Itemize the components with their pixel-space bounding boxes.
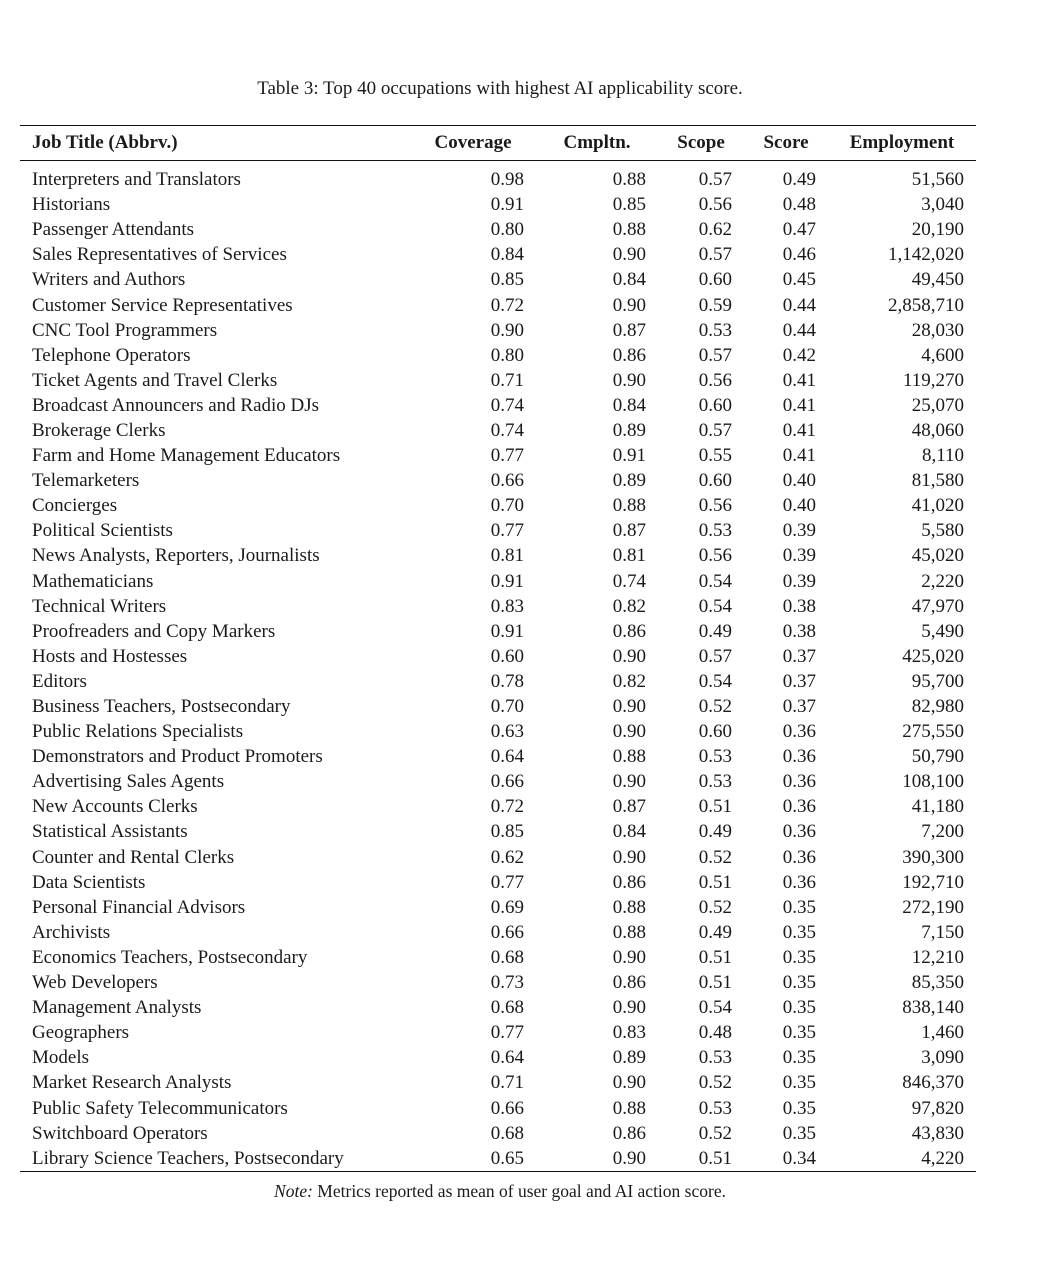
completion-cell: 0.86 [612, 1122, 646, 1144]
scope-cell: 0.55 [698, 445, 732, 467]
coverage-cell: 0.91 [490, 570, 524, 592]
header-employment: Employment [828, 126, 976, 161]
scope-cell: 0.49 [698, 620, 732, 642]
scope-cell: 0.53 [698, 319, 732, 341]
job-title-cell: Ticket Agents and Travel Clerks [32, 369, 278, 391]
coverage-cell: 0.60 [490, 645, 524, 667]
completion-cell: 0.87 [612, 796, 646, 818]
completion-cell: 0.86 [612, 871, 646, 893]
employment-cell: 43,830 [911, 1122, 964, 1144]
table-row [20, 945, 976, 970]
job-title-cell: Geographers [32, 1022, 130, 1044]
score-cell: 0.39 [782, 570, 816, 592]
header-score: Score [744, 126, 828, 161]
table-row [20, 694, 976, 719]
employment-cell: 1,142,020 [888, 244, 964, 266]
job-title-cell: Political Scientists [32, 520, 173, 542]
scope-cell: 0.52 [698, 1122, 732, 1144]
table-row [20, 493, 976, 518]
completion-cell: 0.89 [612, 1047, 646, 1069]
coverage-cell: 0.77 [490, 871, 524, 893]
score-cell: 0.35 [782, 1047, 816, 1069]
coverage-cell: 0.77 [490, 520, 524, 542]
completion-cell: 0.90 [612, 771, 646, 793]
score-cell: 0.36 [782, 871, 816, 893]
employment-cell: 45,020 [911, 545, 964, 567]
job-title-cell: Models [32, 1047, 89, 1069]
employment-cell: 25,070 [911, 394, 964, 416]
score-cell: 0.35 [782, 921, 816, 943]
coverage-cell: 0.80 [490, 219, 524, 241]
employment-cell: 1,460 [921, 1022, 964, 1044]
scope-cell: 0.52 [698, 1072, 732, 1094]
score-cell: 0.37 [782, 696, 816, 718]
coverage-cell: 0.85 [490, 269, 524, 291]
score-cell: 0.36 [782, 846, 816, 868]
employment-cell: 119,270 [902, 369, 964, 391]
score-cell: 0.35 [782, 896, 816, 918]
coverage-cell: 0.64 [490, 1047, 524, 1069]
coverage-cell: 0.71 [490, 1072, 524, 1094]
score-cell: 0.37 [782, 670, 816, 692]
coverage-cell: 0.90 [490, 319, 524, 341]
score-cell: 0.35 [782, 1122, 816, 1144]
employment-cell: 3,090 [921, 1047, 964, 1069]
completion-cell: 0.90 [612, 846, 646, 868]
completion-cell: 0.89 [612, 470, 646, 492]
employment-cell: 47,970 [911, 595, 964, 617]
job-title-cell: Proofreaders and Copy Markers [32, 620, 276, 642]
scope-cell: 0.62 [698, 219, 732, 241]
table-row [20, 970, 976, 995]
table-row [20, 217, 976, 242]
job-title-cell: New Accounts Clerks [32, 796, 198, 818]
scope-cell: 0.51 [698, 871, 732, 893]
score-cell: 0.35 [782, 997, 816, 1019]
employment-cell: 3,040 [921, 194, 964, 216]
table-row [20, 443, 976, 468]
coverage-cell: 0.64 [490, 746, 524, 768]
table-row [20, 1070, 976, 1095]
table-row [20, 368, 976, 393]
job-title-cell: Market Research Analysts [32, 1072, 232, 1094]
coverage-cell: 0.91 [490, 194, 524, 216]
employment-cell: 81,580 [911, 470, 964, 492]
coverage-cell: 0.74 [490, 394, 524, 416]
score-cell: 0.41 [782, 445, 816, 467]
table-row [20, 1146, 976, 1172]
scope-cell: 0.54 [698, 570, 732, 592]
completion-cell: 0.84 [612, 821, 646, 843]
employment-cell: 82,980 [911, 696, 964, 718]
score-cell: 0.35 [782, 1097, 816, 1119]
table-row [20, 920, 976, 945]
completion-cell: 0.88 [612, 896, 646, 918]
coverage-cell: 0.85 [490, 821, 524, 843]
coverage-cell: 0.65 [490, 1147, 524, 1169]
scope-cell: 0.49 [698, 821, 732, 843]
job-title-cell: Counter and Rental Clerks [32, 846, 235, 868]
scope-cell: 0.56 [698, 194, 732, 216]
header-coverage: Coverage [410, 126, 536, 161]
employment-cell: 49,450 [911, 269, 964, 291]
score-cell: 0.41 [782, 394, 816, 416]
score-cell: 0.37 [782, 645, 816, 667]
scope-cell: 0.57 [698, 645, 732, 667]
table-body [20, 161, 976, 1172]
job-title-cell: Economics Teachers, Postsecondary [32, 946, 308, 968]
table-caption: Table 3: Top 40 occupations with highest AI applicability score. [257, 78, 743, 99]
table-row [20, 870, 976, 895]
table-row [20, 1020, 976, 1045]
employment-cell: 108,100 [902, 771, 964, 793]
employment-cell: 4,600 [921, 344, 964, 366]
job-title-cell: Telephone Operators [32, 344, 191, 366]
scope-cell: 0.57 [698, 344, 732, 366]
employment-cell: 192,710 [902, 871, 964, 893]
completion-cell: 0.86 [612, 344, 646, 366]
score-cell: 0.41 [782, 419, 816, 441]
score-cell: 0.35 [782, 1022, 816, 1044]
score-cell: 0.34 [782, 1147, 816, 1169]
table-row [20, 794, 976, 819]
scope-cell: 0.60 [698, 269, 732, 291]
note-label: Note: [274, 1181, 313, 1201]
scope-cell: 0.56 [698, 545, 732, 567]
coverage-cell: 0.80 [490, 344, 524, 366]
scope-cell: 0.52 [698, 696, 732, 718]
coverage-cell: 0.73 [490, 972, 524, 994]
scope-cell: 0.57 [698, 419, 732, 441]
table-row [20, 267, 976, 292]
employment-cell: 7,150 [921, 921, 964, 943]
completion-cell: 0.82 [612, 670, 646, 692]
score-cell: 0.44 [782, 319, 816, 341]
completion-cell: 0.88 [612, 921, 646, 943]
coverage-cell: 0.72 [490, 294, 524, 316]
completion-cell: 0.89 [612, 419, 646, 441]
score-cell: 0.42 [782, 344, 816, 366]
completion-cell: 0.88 [612, 1097, 646, 1119]
completion-cell: 0.90 [612, 1147, 646, 1169]
completion-cell: 0.90 [612, 696, 646, 718]
table-row [20, 418, 976, 443]
score-cell: 0.36 [782, 771, 816, 793]
job-title-cell: Customer Service Representatives [32, 294, 293, 316]
coverage-cell: 0.66 [490, 470, 524, 492]
scope-cell: 0.53 [698, 771, 732, 793]
scope-cell: 0.53 [698, 1047, 732, 1069]
scope-cell: 0.54 [698, 997, 732, 1019]
job-title-cell: Passenger Attendants [32, 219, 195, 241]
coverage-cell: 0.69 [490, 896, 524, 918]
coverage-cell: 0.62 [490, 846, 524, 868]
scope-cell: 0.60 [698, 721, 732, 743]
job-title-cell: Statistical Assistants [32, 821, 188, 843]
completion-cell: 0.90 [612, 369, 646, 391]
coverage-cell: 0.74 [490, 419, 524, 441]
table-row [20, 995, 976, 1020]
table-row [20, 895, 976, 920]
employment-cell: 390,300 [902, 846, 964, 868]
table-row [20, 292, 976, 317]
employment-cell: 97,820 [911, 1097, 964, 1119]
score-cell: 0.44 [782, 294, 816, 316]
table-row [20, 669, 976, 694]
completion-cell: 0.88 [612, 219, 646, 241]
score-cell: 0.40 [782, 495, 816, 517]
table-row [20, 543, 976, 568]
employment-cell: 838,140 [902, 997, 964, 1019]
table-row [20, 845, 976, 870]
occupations-table [20, 125, 976, 1172]
employment-cell: 7,200 [921, 821, 964, 843]
coverage-cell: 0.98 [490, 169, 524, 191]
completion-cell: 0.88 [612, 495, 646, 517]
employment-cell: 85,350 [911, 972, 964, 994]
job-title-cell: Broadcast Announcers and Radio DJs [32, 394, 320, 416]
coverage-cell: 0.91 [490, 620, 524, 642]
table-row [20, 744, 976, 769]
coverage-cell: 0.84 [490, 244, 524, 266]
table-row [20, 518, 976, 543]
job-title-cell: Editors [32, 670, 87, 692]
table-row [20, 318, 976, 343]
completion-cell: 0.86 [612, 620, 646, 642]
scope-cell: 0.57 [698, 244, 732, 266]
scope-cell: 0.53 [698, 520, 732, 542]
job-title-cell: Data Scientists [32, 871, 146, 893]
scope-cell: 0.52 [698, 846, 732, 868]
employment-cell: 272,190 [902, 896, 964, 918]
table-header [20, 126, 976, 161]
job-title-cell: Public Relations Specialists [32, 721, 244, 743]
completion-cell: 0.81 [612, 545, 646, 567]
scope-cell: 0.52 [698, 896, 732, 918]
score-cell: 0.39 [782, 545, 816, 567]
header-row [20, 126, 976, 161]
score-cell: 0.36 [782, 821, 816, 843]
table-row [20, 594, 976, 619]
header-scope: Scope [658, 126, 744, 161]
coverage-cell: 0.70 [490, 696, 524, 718]
scope-cell: 0.60 [698, 394, 732, 416]
completion-cell: 0.86 [612, 972, 646, 994]
score-cell: 0.40 [782, 470, 816, 492]
scope-cell: 0.49 [698, 921, 732, 943]
table-row [20, 819, 976, 844]
job-title-cell: Archivists [32, 921, 111, 943]
employment-cell: 425,020 [902, 645, 964, 667]
employment-cell: 8,110 [921, 445, 964, 467]
job-title-cell: Mathematicians [32, 570, 154, 592]
completion-cell: 0.90 [612, 997, 646, 1019]
scope-cell: 0.57 [698, 169, 732, 191]
coverage-cell: 0.68 [490, 1122, 524, 1144]
employment-cell: 5,490 [921, 620, 964, 642]
job-title-cell: Technical Writers [32, 595, 167, 617]
employment-cell: 846,370 [902, 1072, 964, 1094]
completion-cell: 0.84 [612, 394, 646, 416]
coverage-cell: 0.68 [490, 997, 524, 1019]
job-title-cell: Concierges [32, 495, 118, 517]
coverage-cell: 0.83 [490, 595, 524, 617]
scope-cell: 0.51 [698, 972, 732, 994]
table-row [20, 393, 976, 418]
completion-cell: 0.87 [612, 319, 646, 341]
table-row [20, 644, 976, 669]
table-row [20, 769, 976, 794]
completion-cell: 0.90 [612, 1072, 646, 1094]
table-row [20, 1095, 976, 1120]
job-title-cell: Management Analysts [32, 997, 202, 1019]
scope-cell: 0.54 [698, 595, 732, 617]
completion-cell: 0.84 [612, 269, 646, 291]
scope-cell: 0.53 [698, 746, 732, 768]
score-cell: 0.38 [782, 595, 816, 617]
header-completion: Cmpltn. [536, 126, 658, 161]
job-title-cell: Switchboard Operators [32, 1122, 208, 1144]
job-title-cell: News Analysts, Reporters, Journalists [32, 545, 320, 567]
employment-cell: 41,020 [911, 495, 964, 517]
job-title-cell: CNC Tool Programmers [32, 319, 218, 341]
score-cell: 0.39 [782, 520, 816, 542]
employment-cell: 2,858,710 [888, 294, 964, 316]
coverage-cell: 0.77 [490, 445, 524, 467]
employment-cell: 275,550 [902, 721, 964, 743]
job-title-cell: Demonstrators and Product Promoters [32, 746, 323, 768]
employment-cell: 41,180 [911, 796, 964, 818]
job-title-cell: Advertising Sales Agents [32, 771, 225, 793]
completion-cell: 0.90 [612, 294, 646, 316]
job-title-cell: Hosts and Hostesses [32, 645, 188, 667]
coverage-cell: 0.68 [490, 946, 524, 968]
employment-cell: 20,190 [911, 219, 964, 241]
job-title-cell: Historians [32, 194, 111, 216]
completion-cell: 0.74 [612, 570, 646, 592]
scope-cell: 0.51 [698, 1147, 732, 1169]
table-row [20, 569, 976, 594]
table-row [20, 468, 976, 493]
score-cell: 0.49 [782, 169, 816, 191]
completion-cell: 0.87 [612, 520, 646, 542]
coverage-cell: 0.72 [490, 796, 524, 818]
employment-cell: 2,220 [921, 570, 964, 592]
job-title-cell: Telemarketers [32, 470, 140, 492]
coverage-cell: 0.66 [490, 771, 524, 793]
employment-cell: 95,700 [911, 670, 964, 692]
score-cell: 0.35 [782, 1072, 816, 1094]
employment-cell: 48,060 [911, 419, 964, 441]
table-row [20, 1121, 976, 1146]
table-row [20, 192, 976, 217]
score-cell: 0.48 [782, 194, 816, 216]
score-cell: 0.46 [782, 244, 816, 266]
table-row [20, 619, 976, 644]
occupations-table-container [20, 125, 976, 1172]
completion-cell: 0.88 [612, 169, 646, 191]
header-job-title: Job Title (Abbrv.) [20, 126, 410, 161]
completion-cell: 0.85 [612, 194, 646, 216]
coverage-cell: 0.63 [490, 721, 524, 743]
employment-cell: 12,210 [911, 946, 964, 968]
score-cell: 0.36 [782, 721, 816, 743]
completion-cell: 0.91 [612, 445, 646, 467]
score-cell: 0.35 [782, 972, 816, 994]
job-title-cell: Farm and Home Management Educators [32, 445, 341, 467]
scope-cell: 0.60 [698, 470, 732, 492]
job-title-cell: Personal Financial Advisors [32, 896, 246, 918]
completion-cell: 0.90 [612, 946, 646, 968]
table-row [20, 167, 976, 192]
table-row [20, 719, 976, 744]
coverage-cell: 0.77 [490, 1022, 524, 1044]
score-cell: 0.38 [782, 620, 816, 642]
table-note [0, 1181, 1000, 1202]
job-title-cell: Library Science Teachers, Postsecondary [32, 1147, 344, 1169]
job-title-cell: Sales Representatives of Services [32, 244, 287, 266]
scope-cell: 0.56 [698, 495, 732, 517]
completion-cell: 0.90 [612, 645, 646, 667]
completion-cell: 0.90 [612, 244, 646, 266]
job-title-cell: Web Developers [32, 972, 158, 994]
completion-cell: 0.83 [612, 1022, 646, 1044]
employment-cell: 51,560 [911, 169, 964, 191]
completion-cell: 0.88 [612, 746, 646, 768]
score-cell: 0.41 [782, 369, 816, 391]
employment-cell: 28,030 [911, 319, 964, 341]
scope-cell: 0.59 [698, 294, 732, 316]
score-cell: 0.45 [782, 269, 816, 291]
note-text: Metrics reported as mean of user goal and AI action score. [312, 1181, 726, 1201]
job-title-cell: Public Safety Telecommunicators [32, 1097, 288, 1119]
table-row [20, 343, 976, 368]
employment-cell: 4,220 [921, 1147, 964, 1169]
completion-cell: 0.90 [612, 721, 646, 743]
job-title-cell: Interpreters and Translators [32, 169, 241, 191]
scope-cell: 0.56 [698, 369, 732, 391]
coverage-cell: 0.70 [490, 495, 524, 517]
coverage-cell: 0.66 [490, 1097, 524, 1119]
job-title-cell: Business Teachers, Postsecondary [32, 696, 291, 718]
scope-cell: 0.51 [698, 946, 732, 968]
scope-cell: 0.51 [698, 796, 732, 818]
table-row [20, 242, 976, 267]
scope-cell: 0.48 [698, 1022, 732, 1044]
table-row [20, 1045, 976, 1070]
coverage-cell: 0.66 [490, 921, 524, 943]
employment-cell: 5,580 [921, 520, 964, 542]
scope-cell: 0.53 [698, 1097, 732, 1119]
scope-cell: 0.54 [698, 670, 732, 692]
score-cell: 0.47 [782, 219, 816, 241]
score-cell: 0.36 [782, 746, 816, 768]
coverage-cell: 0.81 [490, 545, 524, 567]
job-title-cell: Brokerage Clerks [32, 419, 166, 441]
coverage-cell: 0.71 [490, 369, 524, 391]
completion-cell: 0.82 [612, 595, 646, 617]
job-title-cell: Writers and Authors [32, 269, 186, 291]
coverage-cell: 0.78 [490, 670, 524, 692]
score-cell: 0.35 [782, 946, 816, 968]
employment-cell: 50,790 [911, 746, 964, 768]
score-cell: 0.36 [782, 796, 816, 818]
